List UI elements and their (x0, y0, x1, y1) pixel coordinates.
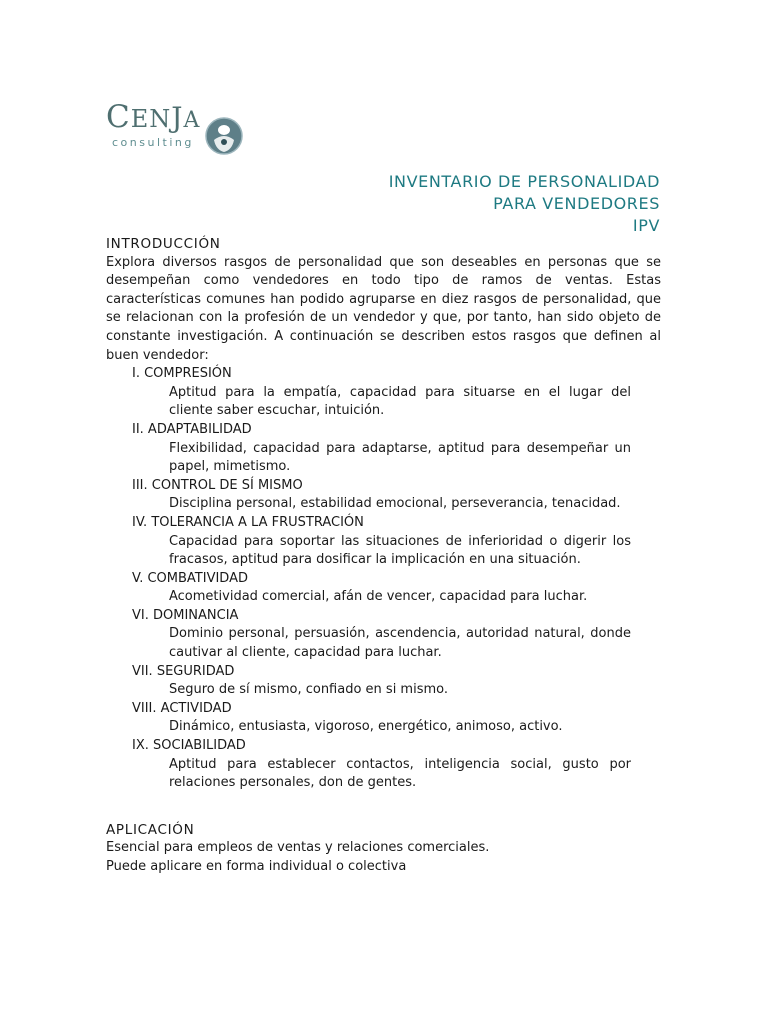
trait-description: Capacidad para soportar las situaciones de inferioridad o digerir los fracasos, aptitud para dosificar la implicación en una situación. (169, 533, 631, 568)
trait-item (106, 477, 661, 514)
logo-wordmark: CENJA (106, 99, 201, 135)
trait-description: Disciplina personal, estabilidad emocional, perseverancia, tenacidad. (169, 496, 621, 512)
trait-title: VI. DOMINANCIA (132, 607, 239, 623)
trait-item (106, 421, 661, 477)
introduction-text: Explora diversos rasgos de personalidad que son deseables en personas que se desempeñan como vendedores en todo tipo de ramos de ventas. Estas características comunes han podido agruparse en diez rasgos de personalidad, que se relacionan con la profesión de un vendedor y que, por tanto, han sido objeto de constante investigación. A continuación se describen estos rasgos que definen al buen vendedor: (106, 254, 661, 363)
trait-description: Aptitud para establecer contactos, inteligencia social, gusto por relaciones personales, don de gentes. (169, 756, 631, 791)
trait-description: Seguro de sí mismo, confiado en si mismo. (169, 682, 449, 698)
introduction-heading: INTRODUCCIÓN (106, 236, 221, 252)
trait-title: IV. TOLERANCIA A LA FRUSTRACIÓN (132, 514, 364, 530)
trait-title: I. COMPRESIÓN (132, 366, 232, 382)
trait-item (106, 607, 661, 663)
document-title (389, 171, 660, 237)
document-body (106, 235, 661, 877)
company-logo (106, 100, 256, 160)
title-line-3: IPV (632, 216, 660, 235)
trait-item (106, 365, 661, 421)
trait-description: Acometividad comercial, afán de vencer, capacidad para luchar. (169, 589, 588, 605)
trait-item (106, 700, 661, 737)
trait-title: VIII. ACTIVIDAD (132, 700, 232, 716)
title-line-2: PARA VENDEDORES (493, 194, 660, 213)
section-spacer (106, 793, 661, 821)
trait-title: VII. SEGURIDAD (132, 663, 235, 679)
trait-description: Aptitud para la empatía, capacidad para situarse en el lugar del cliente saber escuchar, intuición. (169, 384, 631, 419)
application-heading: APLICACIÓN (106, 821, 195, 838)
logo-subtitle: consulting (112, 136, 194, 149)
traits-list (106, 365, 661, 793)
trait-item (106, 737, 661, 793)
trait-description: Dinámico, entusiasta, vigoroso, energético, animoso, activo. (169, 719, 563, 735)
trait-item (106, 514, 661, 570)
trait-title: IX. SOCIABILIDAD (132, 738, 246, 754)
application-line-2: Puede aplicare en forma individual o colectiva (106, 859, 407, 874)
logo-emblem-icon (204, 116, 244, 156)
trait-title: II. ADAPTABILIDAD (132, 421, 252, 437)
trait-item (106, 663, 661, 700)
application-line-1: Esencial para empleos de ventas y relaciones comerciales. (106, 840, 490, 856)
trait-description: Flexibilidad, capacidad para adaptarse, aptitud para desempeñar un papel, mimetismo. (169, 440, 631, 475)
trait-item (106, 570, 661, 607)
trait-title: III. CONTROL DE SÍ MISMO (132, 477, 303, 493)
title-line-1: INVENTARIO DE PERSONALIDAD (388, 172, 660, 191)
trait-description: Dominio personal, persuasión, ascendencia, autoridad natural, donde cautivar al cliente, capacidad para luchar. (169, 626, 631, 661)
trait-title: V. COMBATIVIDAD (132, 570, 248, 586)
